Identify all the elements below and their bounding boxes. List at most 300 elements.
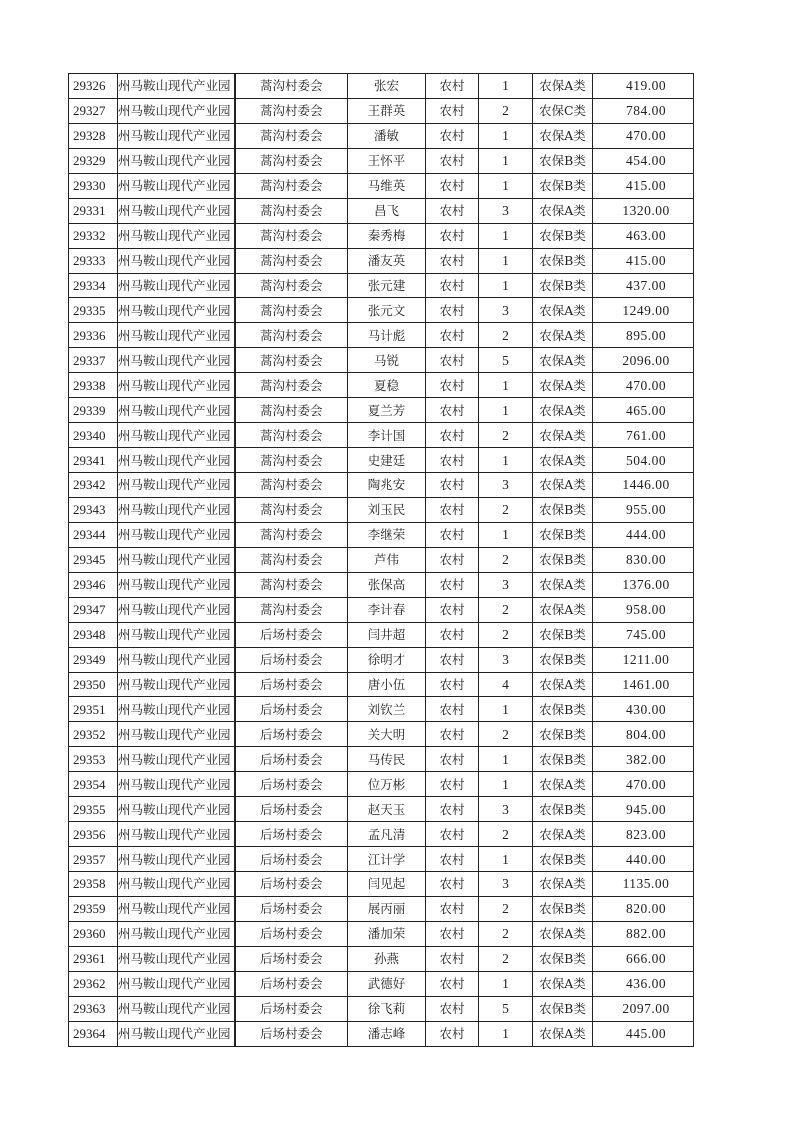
village-committee-cell: 蒿沟村委会	[235, 223, 348, 248]
village-committee-cell: 后场村委会	[235, 672, 348, 697]
amount-cell: 1249.00	[593, 298, 694, 323]
amount-cell: 945.00	[593, 797, 694, 822]
record-id-cell: 29361	[69, 946, 118, 971]
amount-cell: 454.00	[593, 148, 694, 173]
table-row	[69, 323, 694, 348]
insurance-type-cell: 农保A类	[533, 672, 593, 697]
organization-cell: 州马鞍山现代产业园	[118, 797, 235, 822]
table-row	[69, 173, 694, 198]
area-type-cell: 农村	[426, 148, 479, 173]
village-committee-cell: 后场村委会	[235, 1021, 348, 1046]
household-count-cell: 1	[479, 772, 533, 797]
amount-cell: 1211.00	[593, 647, 694, 672]
area-type-cell: 农村	[426, 797, 479, 822]
village-committee-cell: 蒿沟村委会	[235, 173, 348, 198]
amount-cell: 463.00	[593, 223, 694, 248]
village-committee-cell: 蒿沟村委会	[235, 373, 348, 398]
organization-cell: 州马鞍山现代产业园	[118, 597, 235, 622]
amount-cell: 804.00	[593, 722, 694, 747]
area-type-cell: 农村	[426, 123, 479, 148]
insurance-type-cell: 农保B类	[533, 522, 593, 547]
record-id-cell: 29336	[69, 323, 118, 348]
area-type-cell: 农村	[426, 747, 479, 772]
record-id-cell: 29351	[69, 697, 118, 722]
village-committee-cell: 蒿沟村委会	[235, 74, 348, 99]
person-name-cell: 张宏	[348, 74, 426, 99]
amount-cell: 470.00	[593, 123, 694, 148]
area-type-cell: 农村	[426, 1021, 479, 1046]
amount-cell: 430.00	[593, 697, 694, 722]
person-name-cell: 刘玉民	[348, 497, 426, 522]
area-type-cell: 农村	[426, 398, 479, 423]
person-name-cell: 秦秀梅	[348, 223, 426, 248]
table-row	[69, 996, 694, 1021]
table-row	[69, 398, 694, 423]
person-name-cell: 张元文	[348, 298, 426, 323]
organization-cell: 州马鞍山现代产业园	[118, 423, 235, 448]
insurance-type-cell: 农保B类	[533, 547, 593, 572]
table-row	[69, 572, 694, 597]
table-row	[69, 747, 694, 772]
amount-cell: 895.00	[593, 323, 694, 348]
household-count-cell: 1	[479, 148, 533, 173]
organization-cell: 州马鞍山现代产业园	[118, 198, 235, 223]
amount-cell: 382.00	[593, 747, 694, 772]
person-name-cell: 史建廷	[348, 448, 426, 473]
village-committee-cell: 蒿沟村委会	[235, 98, 348, 123]
village-committee-cell: 后场村委会	[235, 872, 348, 897]
household-count-cell: 1	[479, 522, 533, 547]
household-count-cell: 1	[479, 1021, 533, 1046]
area-type-cell: 农村	[426, 547, 479, 572]
household-count-cell: 1	[479, 74, 533, 99]
insurance-type-cell: 农保B类	[533, 622, 593, 647]
table-row	[69, 547, 694, 572]
person-name-cell: 李计国	[348, 423, 426, 448]
area-type-cell: 农村	[426, 672, 479, 697]
area-type-cell: 农村	[426, 373, 479, 398]
village-committee-cell: 后场村委会	[235, 697, 348, 722]
village-committee-cell: 蒿沟村委会	[235, 522, 348, 547]
record-id-cell: 29349	[69, 647, 118, 672]
organization-cell: 州马鞍山现代产业园	[118, 373, 235, 398]
table-row	[69, 348, 694, 373]
household-count-cell: 2	[479, 921, 533, 946]
record-id-cell: 29342	[69, 473, 118, 498]
organization-cell: 州马鞍山现代产业园	[118, 98, 235, 123]
household-count-cell: 1	[479, 373, 533, 398]
amount-cell: 1376.00	[593, 572, 694, 597]
organization-cell: 州马鞍山现代产业园	[118, 747, 235, 772]
insurance-type-cell: 农保B类	[533, 747, 593, 772]
insurance-type-cell: 农保A类	[533, 872, 593, 897]
household-count-cell: 2	[479, 896, 533, 921]
amount-cell: 830.00	[593, 547, 694, 572]
organization-cell: 州马鞍山现代产业园	[118, 896, 235, 921]
amount-cell: 440.00	[593, 847, 694, 872]
insurance-type-cell: 农保A类	[533, 921, 593, 946]
village-committee-cell: 后场村委会	[235, 747, 348, 772]
household-count-cell: 1	[479, 448, 533, 473]
area-type-cell: 农村	[426, 647, 479, 672]
area-type-cell: 农村	[426, 572, 479, 597]
village-committee-cell: 后场村委会	[235, 622, 348, 647]
amount-cell: 2096.00	[593, 348, 694, 373]
organization-cell: 州马鞍山现代产业园	[118, 946, 235, 971]
village-committee-cell: 后场村委会	[235, 996, 348, 1021]
record-id-cell: 29333	[69, 248, 118, 273]
record-id-cell: 29339	[69, 398, 118, 423]
table-row	[69, 148, 694, 173]
table-row	[69, 98, 694, 123]
household-count-cell: 1	[479, 273, 533, 298]
insurance-type-cell: 农保B类	[533, 722, 593, 747]
person-name-cell: 昌飞	[348, 198, 426, 223]
household-count-cell: 1	[479, 697, 533, 722]
record-id-cell: 29354	[69, 772, 118, 797]
person-name-cell: 江计学	[348, 847, 426, 872]
record-id-cell: 29328	[69, 123, 118, 148]
insurance-type-cell: 农保A类	[533, 323, 593, 348]
table-row	[69, 722, 694, 747]
person-name-cell: 潘友英	[348, 248, 426, 273]
area-type-cell: 农村	[426, 423, 479, 448]
table-row	[69, 822, 694, 847]
amount-cell: 958.00	[593, 597, 694, 622]
table-row	[69, 74, 694, 99]
household-count-cell: 4	[479, 672, 533, 697]
insurance-type-cell: 农保A类	[533, 473, 593, 498]
household-count-cell: 3	[479, 298, 533, 323]
record-id-cell: 29343	[69, 497, 118, 522]
record-id-cell: 29350	[69, 672, 118, 697]
amount-cell: 437.00	[593, 273, 694, 298]
area-type-cell: 农村	[426, 348, 479, 373]
organization-cell: 州马鞍山现代产业园	[118, 647, 235, 672]
record-id-cell: 29341	[69, 448, 118, 473]
record-id-cell: 29363	[69, 996, 118, 1021]
village-committee-cell: 蒿沟村委会	[235, 547, 348, 572]
table-row	[69, 1021, 694, 1046]
insurance-type-cell: 农保C类	[533, 98, 593, 123]
household-count-cell: 2	[479, 497, 533, 522]
insurance-type-cell: 农保B类	[533, 273, 593, 298]
amount-cell: 419.00	[593, 74, 694, 99]
village-committee-cell: 后场村委会	[235, 847, 348, 872]
person-name-cell: 赵天玉	[348, 797, 426, 822]
record-id-cell: 29326	[69, 74, 118, 99]
person-name-cell: 李继荣	[348, 522, 426, 547]
record-id-cell: 29338	[69, 373, 118, 398]
amount-cell: 444.00	[593, 522, 694, 547]
village-committee-cell: 蒿沟村委会	[235, 323, 348, 348]
table-row	[69, 921, 694, 946]
table-row	[69, 248, 694, 273]
person-name-cell: 潘志峰	[348, 1021, 426, 1046]
organization-cell: 州马鞍山现代产业园	[118, 722, 235, 747]
area-type-cell: 农村	[426, 173, 479, 198]
organization-cell: 州马鞍山现代产业园	[118, 522, 235, 547]
amount-cell: 436.00	[593, 971, 694, 996]
area-type-cell: 农村	[426, 872, 479, 897]
amount-cell: 415.00	[593, 173, 694, 198]
insurance-type-cell: 农保A类	[533, 448, 593, 473]
table-row	[69, 647, 694, 672]
household-count-cell: 5	[479, 996, 533, 1021]
organization-cell: 州马鞍山现代产业园	[118, 996, 235, 1021]
insurance-type-cell: 农保B类	[533, 896, 593, 921]
table-row	[69, 298, 694, 323]
household-count-cell: 2	[479, 822, 533, 847]
organization-cell: 州马鞍山现代产业园	[118, 323, 235, 348]
person-name-cell: 闫见起	[348, 872, 426, 897]
village-committee-cell: 蒿沟村委会	[235, 398, 348, 423]
organization-cell: 州马鞍山现代产业园	[118, 697, 235, 722]
organization-cell: 州马鞍山现代产业园	[118, 847, 235, 872]
insurance-type-cell: 农保A类	[533, 123, 593, 148]
person-name-cell: 芦伟	[348, 547, 426, 572]
household-count-cell: 2	[479, 323, 533, 348]
area-type-cell: 农村	[426, 223, 479, 248]
household-count-cell: 3	[479, 872, 533, 897]
amount-cell: 504.00	[593, 448, 694, 473]
record-id-cell: 29329	[69, 148, 118, 173]
area-type-cell: 农村	[426, 971, 479, 996]
village-committee-cell: 蒿沟村委会	[235, 248, 348, 273]
insurance-type-cell: 农保B类	[533, 248, 593, 273]
record-id-cell: 29347	[69, 597, 118, 622]
household-count-cell: 2	[479, 946, 533, 971]
record-id-cell: 29360	[69, 921, 118, 946]
person-name-cell: 马维英	[348, 173, 426, 198]
insurance-type-cell: 农保A类	[533, 398, 593, 423]
household-count-cell: 1	[479, 223, 533, 248]
person-name-cell: 位万彬	[348, 772, 426, 797]
organization-cell: 州马鞍山现代产业园	[118, 348, 235, 373]
household-count-cell: 2	[479, 547, 533, 572]
amount-cell: 882.00	[593, 921, 694, 946]
person-name-cell: 张元建	[348, 273, 426, 298]
village-committee-cell: 蒿沟村委会	[235, 148, 348, 173]
table-row	[69, 672, 694, 697]
person-name-cell: 徐明才	[348, 647, 426, 672]
record-id-cell: 29353	[69, 747, 118, 772]
village-committee-cell: 后场村委会	[235, 647, 348, 672]
table-row	[69, 273, 694, 298]
insurance-type-cell: 农保B类	[533, 497, 593, 522]
insurance-type-cell: 农保A类	[533, 822, 593, 847]
household-count-cell: 1	[479, 173, 533, 198]
area-type-cell: 农村	[426, 448, 479, 473]
person-name-cell: 闫井超	[348, 622, 426, 647]
village-committee-cell: 蒿沟村委会	[235, 473, 348, 498]
amount-cell: 784.00	[593, 98, 694, 123]
organization-cell: 州马鞍山现代产业园	[118, 497, 235, 522]
record-id-cell: 29356	[69, 822, 118, 847]
insurance-type-cell: 农保A类	[533, 373, 593, 398]
area-type-cell: 农村	[426, 622, 479, 647]
insurance-type-cell: 农保A类	[533, 597, 593, 622]
record-id-cell: 29344	[69, 522, 118, 547]
household-count-cell: 5	[479, 348, 533, 373]
organization-cell: 州马鞍山现代产业园	[118, 123, 235, 148]
person-name-cell: 张保高	[348, 572, 426, 597]
household-count-cell: 1	[479, 847, 533, 872]
person-name-cell: 关大明	[348, 722, 426, 747]
insurance-type-cell: 农保A类	[533, 198, 593, 223]
organization-cell: 州马鞍山现代产业园	[118, 298, 235, 323]
organization-cell: 州马鞍山现代产业园	[118, 822, 235, 847]
table-row	[69, 971, 694, 996]
area-type-cell: 农村	[426, 248, 479, 273]
record-id-cell: 29332	[69, 223, 118, 248]
organization-cell: 州马鞍山现代产业园	[118, 1021, 235, 1046]
area-type-cell: 农村	[426, 822, 479, 847]
person-name-cell: 刘钦兰	[348, 697, 426, 722]
amount-cell: 1446.00	[593, 473, 694, 498]
table-row	[69, 872, 694, 897]
person-name-cell: 夏兰芳	[348, 398, 426, 423]
record-id-cell: 29359	[69, 896, 118, 921]
organization-cell: 州马鞍山现代产业园	[118, 572, 235, 597]
area-type-cell: 农村	[426, 273, 479, 298]
table-row	[69, 223, 694, 248]
village-committee-cell: 后场村委会	[235, 946, 348, 971]
person-name-cell: 夏稳	[348, 373, 426, 398]
area-type-cell: 农村	[426, 772, 479, 797]
person-name-cell: 武德好	[348, 971, 426, 996]
village-committee-cell: 后场村委会	[235, 921, 348, 946]
record-id-cell: 29337	[69, 348, 118, 373]
area-type-cell: 农村	[426, 921, 479, 946]
table-row	[69, 373, 694, 398]
area-type-cell: 农村	[426, 896, 479, 921]
person-name-cell: 潘加荣	[348, 921, 426, 946]
record-id-cell: 29346	[69, 572, 118, 597]
insurance-type-cell: 农保A类	[533, 971, 593, 996]
area-type-cell: 农村	[426, 522, 479, 547]
table-row	[69, 497, 694, 522]
household-count-cell: 1	[479, 398, 533, 423]
organization-cell: 州马鞍山现代产业园	[118, 273, 235, 298]
insurance-type-cell: 农保B类	[533, 697, 593, 722]
household-count-cell: 2	[479, 98, 533, 123]
village-committee-cell: 蒿沟村委会	[235, 123, 348, 148]
record-id-cell: 29364	[69, 1021, 118, 1046]
organization-cell: 州马鞍山现代产业园	[118, 74, 235, 99]
village-committee-cell: 后场村委会	[235, 822, 348, 847]
table-row	[69, 896, 694, 921]
table-row	[69, 522, 694, 547]
record-id-cell: 29340	[69, 423, 118, 448]
village-committee-cell: 蒿沟村委会	[235, 448, 348, 473]
household-count-cell: 2	[479, 622, 533, 647]
table-row	[69, 473, 694, 498]
insurance-type-cell: 农保A类	[533, 572, 593, 597]
insurance-type-cell: 农保A类	[533, 772, 593, 797]
record-id-cell: 29352	[69, 722, 118, 747]
person-name-cell: 唐小伍	[348, 672, 426, 697]
table-row	[69, 622, 694, 647]
household-count-cell: 1	[479, 248, 533, 273]
organization-cell: 州马鞍山现代产业园	[118, 148, 235, 173]
village-committee-cell: 后场村委会	[235, 971, 348, 996]
organization-cell: 州马鞍山现代产业园	[118, 547, 235, 572]
amount-cell: 955.00	[593, 497, 694, 522]
person-name-cell: 马传民	[348, 747, 426, 772]
village-committee-cell: 后场村委会	[235, 772, 348, 797]
insurance-type-cell: 农保B类	[533, 797, 593, 822]
table-row	[69, 946, 694, 971]
household-count-cell: 3	[479, 473, 533, 498]
record-id-cell: 29358	[69, 872, 118, 897]
household-count-cell: 3	[479, 647, 533, 672]
organization-cell: 州马鞍山现代产业园	[118, 448, 235, 473]
table-row	[69, 448, 694, 473]
amount-cell: 465.00	[593, 398, 694, 423]
amount-cell: 1135.00	[593, 872, 694, 897]
person-name-cell: 展丙丽	[348, 896, 426, 921]
record-id-cell: 29345	[69, 547, 118, 572]
insurance-type-cell: 农保B类	[533, 223, 593, 248]
village-committee-cell: 蒿沟村委会	[235, 497, 348, 522]
organization-cell: 州马鞍山现代产业园	[118, 921, 235, 946]
person-name-cell: 李计春	[348, 597, 426, 622]
record-id-cell: 29357	[69, 847, 118, 872]
record-id-cell: 29348	[69, 622, 118, 647]
record-id-cell: 29327	[69, 98, 118, 123]
amount-cell: 761.00	[593, 423, 694, 448]
organization-cell: 州马鞍山现代产业园	[118, 248, 235, 273]
amount-cell: 745.00	[593, 622, 694, 647]
record-id-cell: 29331	[69, 198, 118, 223]
household-count-cell: 3	[479, 198, 533, 223]
insurance-type-cell: 农保B类	[533, 946, 593, 971]
record-id-cell: 29335	[69, 298, 118, 323]
village-committee-cell: 蒿沟村委会	[235, 597, 348, 622]
insurance-type-cell: 农保A类	[533, 348, 593, 373]
table-row	[69, 597, 694, 622]
person-name-cell: 徐飞莉	[348, 996, 426, 1021]
person-name-cell: 王怀平	[348, 148, 426, 173]
amount-cell: 470.00	[593, 373, 694, 398]
person-name-cell: 孟凡清	[348, 822, 426, 847]
village-committee-cell: 蒿沟村委会	[235, 572, 348, 597]
person-name-cell: 马计彪	[348, 323, 426, 348]
organization-cell: 州马鞍山现代产业园	[118, 772, 235, 797]
organization-cell: 州马鞍山现代产业园	[118, 971, 235, 996]
village-committee-cell: 后场村委会	[235, 896, 348, 921]
household-count-cell: 1	[479, 747, 533, 772]
organization-cell: 州马鞍山现代产业园	[118, 223, 235, 248]
amount-cell: 2097.00	[593, 996, 694, 1021]
area-type-cell: 农村	[426, 847, 479, 872]
record-id-cell: 29362	[69, 971, 118, 996]
insurance-type-cell: 农保B类	[533, 148, 593, 173]
area-type-cell: 农村	[426, 74, 479, 99]
organization-cell: 州马鞍山现代产业园	[118, 672, 235, 697]
area-type-cell: 农村	[426, 697, 479, 722]
household-count-cell: 1	[479, 971, 533, 996]
area-type-cell: 农村	[426, 946, 479, 971]
organization-cell: 州马鞍山现代产业园	[118, 622, 235, 647]
amount-cell: 1461.00	[593, 672, 694, 697]
record-id-cell: 29330	[69, 173, 118, 198]
amount-cell: 445.00	[593, 1021, 694, 1046]
village-committee-cell: 蒿沟村委会	[235, 423, 348, 448]
table-row	[69, 772, 694, 797]
village-committee-cell: 后场村委会	[235, 797, 348, 822]
